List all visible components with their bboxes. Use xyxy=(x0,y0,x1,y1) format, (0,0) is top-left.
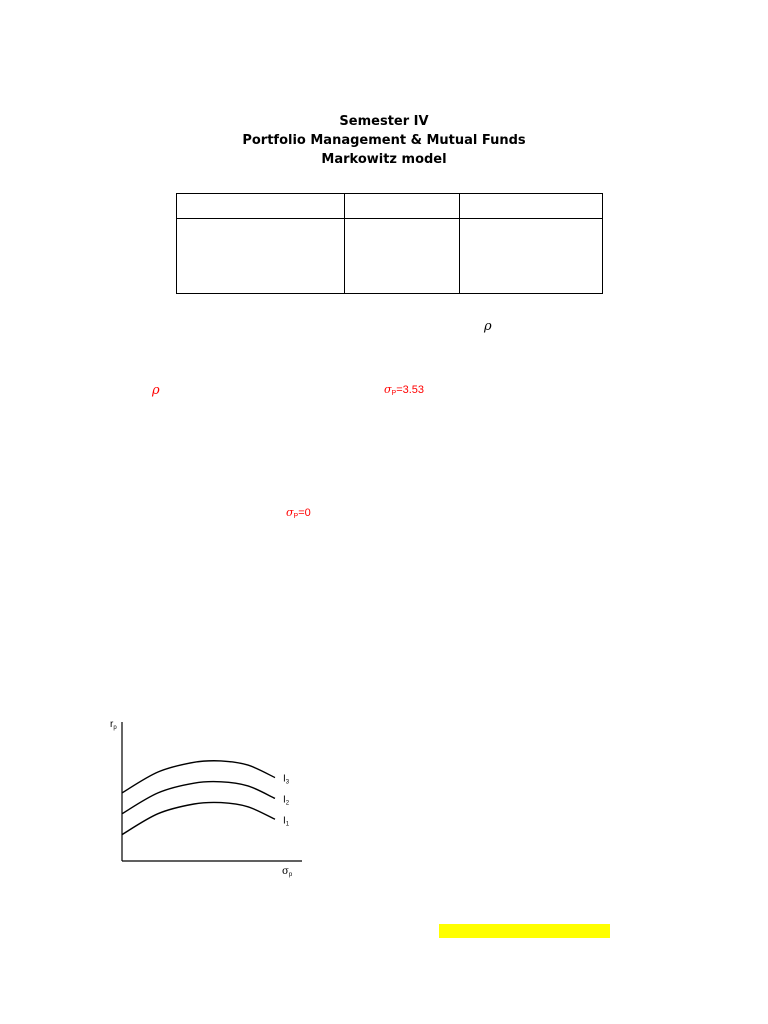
curve-label-3 xyxy=(283,774,290,786)
table-cell xyxy=(345,219,460,294)
sigma-value: =0 xyxy=(298,507,311,519)
topic-heading: Markowitz model xyxy=(321,152,447,167)
curve-label-main: I xyxy=(283,794,286,806)
table-cell xyxy=(345,194,460,219)
sigma-subscript: P xyxy=(293,513,299,520)
sigma-symbol: σ xyxy=(384,383,392,396)
x-axis-label xyxy=(282,866,293,878)
course-heading: Portfolio Management & Mutual Funds xyxy=(242,133,526,148)
curve-label-sub: 1 xyxy=(285,821,290,828)
table-row xyxy=(177,219,603,294)
table-cell xyxy=(177,219,345,294)
curve-label-sub: 2 xyxy=(285,800,290,807)
curve-label-2 xyxy=(283,794,290,806)
table-row xyxy=(177,194,603,219)
chart-svg xyxy=(100,710,320,885)
rho-symbol-red: ρ xyxy=(152,383,160,398)
portfolio-sigma-zero-note xyxy=(286,506,311,524)
semester-heading: Semester IV xyxy=(339,114,429,129)
table-cell xyxy=(177,194,345,219)
indifference-curve-1 xyxy=(122,802,275,834)
yellow-highlight xyxy=(439,924,610,938)
curve-label-1 xyxy=(283,815,290,827)
curve-label-main: I xyxy=(283,815,286,827)
table-cell xyxy=(460,219,603,294)
curve-label-sub: 3 xyxy=(285,779,290,786)
table-cell xyxy=(460,194,603,219)
x-axis-label-main: σ xyxy=(282,866,289,877)
y-axis-label xyxy=(110,719,117,731)
y-axis-label-sub: p xyxy=(113,725,117,731)
rho-symbol: ρ xyxy=(484,319,492,334)
curve-group xyxy=(122,761,290,835)
portfolio-sigma-note xyxy=(384,383,424,401)
sigma-subscript: P xyxy=(391,390,397,397)
x-axis-label-sub: p xyxy=(288,872,293,878)
indifference-curves-chart xyxy=(100,710,320,885)
y-axis-label-main: r xyxy=(110,719,114,730)
sigma-symbol: σ xyxy=(286,506,294,519)
sigma-value: =3.53 xyxy=(396,384,425,396)
data-table xyxy=(176,193,603,294)
curve-label-main: I xyxy=(283,773,286,785)
